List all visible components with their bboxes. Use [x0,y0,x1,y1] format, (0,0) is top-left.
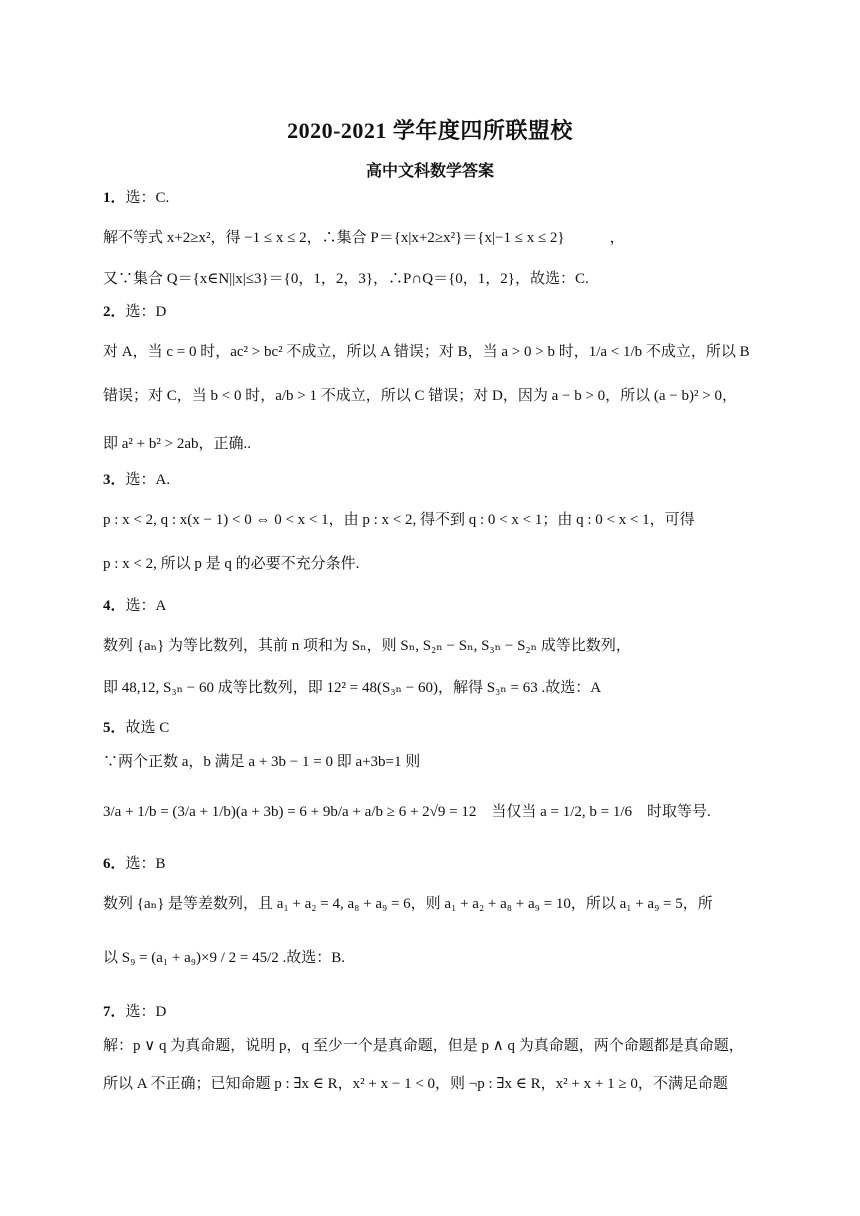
answer-line: p : x < 2, 所以 p 是 q 的必要不充分条件. [103,556,360,572]
question-number: 3． [103,472,126,488]
answer-line: ∵两个正数 a，b 满足 a + 3b − 1 = 0 即 a+3b=1 则 [103,754,421,770]
answer-text: 故选 C [125,720,170,736]
answer-text: 选：B [125,856,166,872]
answer-line: 即 48,12, S₃ₙ − 60 成等比数列，即 12² = 48(S₃ₙ − 60)，解得 S₃ₙ = 63 .故选：A [103,680,602,696]
question-number: 2． [103,304,126,320]
question-number: 5． [103,720,126,736]
answer-line: 对 A，当 c = 0 时，ac² > bc² 不成立，所以 A 错误；对 B，当 a > 0 > b 时，1/a < 1/b 不成立，所以 B [103,344,750,360]
answer-line: 数列 {aₙ} 是等差数列，且 a₁ + a₂ = 4, a₈ + a₉ = 6，则 a₁ + a₂ + a₈ + a₉ = 10，所以 a₁ + a₉ = 5，所 [103,896,713,912]
answer-line: 解：p ∨ q 为真命题，说明 p，q 至少一个是真命题，但是 p ∧ q 为真命题，两个命题都是真命题， [103,1038,744,1054]
answer-line: 又∵集合 Q＝{x∈N||x|≤3}＝{0，1，2，3}，∴P∩Q＝{0，1，2}，故选：C. [103,271,589,287]
question-number: 4． [103,598,126,614]
answer-text: 选：D [125,304,167,320]
answer-line [103,596,763,616]
question-number: 7． [103,1004,126,1020]
answer-text: 选：A [125,598,167,614]
answer-line [103,470,763,490]
answer-text: 选：A. [125,472,171,488]
answer-text: 选：C. [125,190,170,206]
question-number: 6． [103,856,126,872]
answer-line: 数列 {aₙ} 为等比数列，其前 n 项和为 Sₙ，则 Sₙ, S₂ₙ − Sₙ, S₃ₙ − S₂ₙ 成等比数列， [103,638,631,654]
answer-line [103,302,763,322]
document-title: 2020-2021 学年度四所联盟校 [287,118,573,143]
answer-line: 所以 A 不正确；已知命题 p : ∃x ∈ R，x² + x − 1 < 0，则 ¬p : ∃x ∈ R，x² + x + 1 ≥ 0，不满足命题 [103,1076,728,1092]
answer-line: 以 S₉ = (a₁ + a₉)×9 / 2 = 45/2 .故选：B. [103,950,346,966]
question-number: 1． [103,190,126,206]
answer-line: 错误；对 C，当 b < 0 时，a/b > 1 不成立，所以 C 错误；对 D，因为 a − b > 0，所以 (a − b)² > 0， [103,388,737,404]
answer-text: 选：D [125,1004,167,1020]
answer-line [103,718,763,738]
document-subtitle: 高中文科数学答案 [365,163,494,180]
answer-line: 解不等式 x+2≥x²，得 −1 ≤ x ≤ 2，∴集合 P＝{x|x+2≥x²}＝{x|−1 ≤ x ≤ 2} ， [103,230,625,246]
answer-line [103,854,763,874]
answer-line: p : x < 2, q : x(x − 1) < 0 ⇔ 0 < x < 1，由 p : x < 2, 得不到 q : 0 < x < 1；由 q : 0 < x < 1，可得 [103,512,695,528]
answer-line [103,1002,763,1022]
answer-line [103,188,763,208]
answer-line: 即 a² + b² > 2ab，正确.. [103,436,251,452]
answer-line: 3/a + 1/b = (3/a + 1/b)(a + 3b) = 6 + 9b/a + a/b ≥ 6 + 2√9 = 12 当仅当 a = 1/2, b = 1/6 时取等号. [103,804,711,820]
